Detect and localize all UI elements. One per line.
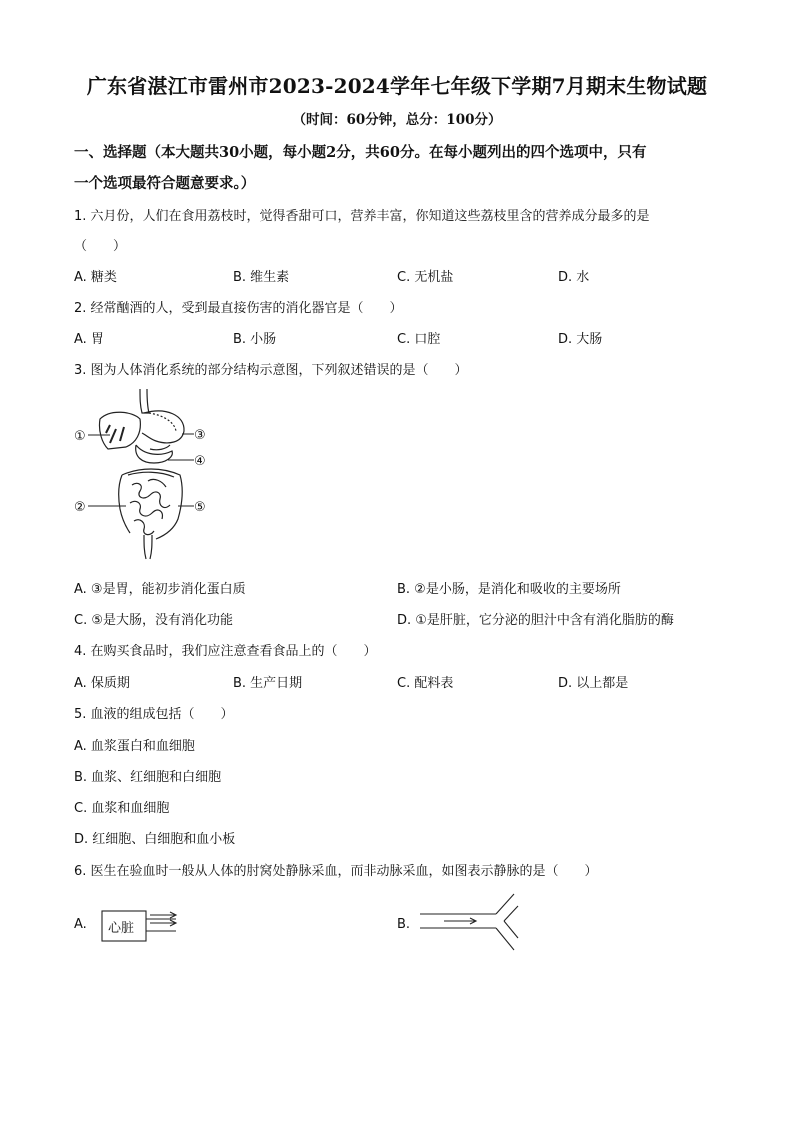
q1-option-c: C. 无机盐 — [397, 270, 454, 285]
q6-option-b: B. — [397, 917, 411, 932]
figure-label-2: ② — [74, 500, 86, 515]
q2-option-d: D. 大肠 — [558, 332, 603, 347]
digestive-system-figure — [70, 385, 220, 565]
vessel-figure-b — [418, 890, 522, 954]
q4-option-a: A. 保质期 — [74, 676, 130, 691]
q3-option-a: A. ③是胃，能初步消化蛋白质 — [74, 582, 246, 597]
question-4-stem: 4. 在购买食品时，我们应注意查看食品上的（ ） — [74, 644, 377, 659]
heart-label: 心脏 — [108, 921, 135, 936]
exam-info: （时间：60分钟，总分：100分） — [292, 112, 502, 128]
q4-option-b: B. 生产日期 — [233, 676, 303, 691]
q4-option-d: D. 以上都是 — [558, 676, 629, 691]
q1-option-d: D. 水 — [558, 270, 590, 285]
figure-label-4: ④ — [194, 454, 206, 469]
figure-label-3: ③ — [194, 428, 206, 443]
q2-option-b: B. 小肠 — [233, 332, 277, 347]
vessel-figure-a — [100, 905, 190, 945]
q4-option-c: C. 配料表 — [397, 676, 454, 691]
page-title: 广东省湛江市雷州市2023-2024学年七年级下学期7月期末生物试题 — [86, 74, 708, 98]
section-heading-cont: 一个选项最符合题意要求。） — [74, 175, 256, 192]
question-5-stem: 5. 血液的组成包括（ ） — [74, 707, 234, 722]
section-heading: 一、选择题（本大题共30小题，每小题2分，共60分。在每小题列出的四个选项中，只有 — [74, 144, 647, 161]
q2-option-c: C. 口腔 — [397, 332, 441, 347]
q5-option-d: D. 红细胞、白细胞和血小板 — [74, 832, 236, 847]
q6-option-a: A. — [74, 917, 87, 932]
q1-option-a: A. 糖类 — [74, 270, 117, 285]
figure-label-1: ① — [74, 429, 86, 444]
q5-option-a: A. 血浆蛋白和血细胞 — [74, 739, 195, 754]
question-1-stem: 1. 六月份，人们在食用荔枝时，觉得香甜可口，营养丰富，你知道这些荔枝里含的营养成分最多的是 — [74, 209, 650, 224]
question-2-stem: 2. 经常酗酒的人，受到最直接伤害的消化器官是（ ） — [74, 301, 403, 316]
question-6-stem: 6. 医生在验血时一般从人体的肘窝处静脉采血，而非动脉采血，如图表示静脉的是（ ） — [74, 864, 598, 879]
q3-option-c: C. ⑤是大肠，没有消化功能 — [74, 613, 233, 628]
q1-option-b: B. 维生素 — [233, 270, 290, 285]
figure-label-5: ⑤ — [194, 500, 206, 515]
q3-option-b: B. ②是小肠，是消化和吸收的主要场所 — [397, 582, 621, 597]
q5-option-b: B. 血浆、红细胞和白细胞 — [74, 770, 222, 785]
question-1-bracket: （ ） — [74, 239, 127, 254]
q5-option-c: C. 血浆和血细胞 — [74, 801, 170, 816]
q2-option-a: A. 胃 — [74, 332, 104, 347]
q3-option-d: D. ①是肝脏，它分泌的胆汁中含有消化脂肪的酶 — [397, 613, 674, 628]
question-3-stem: 3. 图为人体消化系统的部分结构示意图，下列叙述错误的是（ ） — [74, 363, 468, 378]
